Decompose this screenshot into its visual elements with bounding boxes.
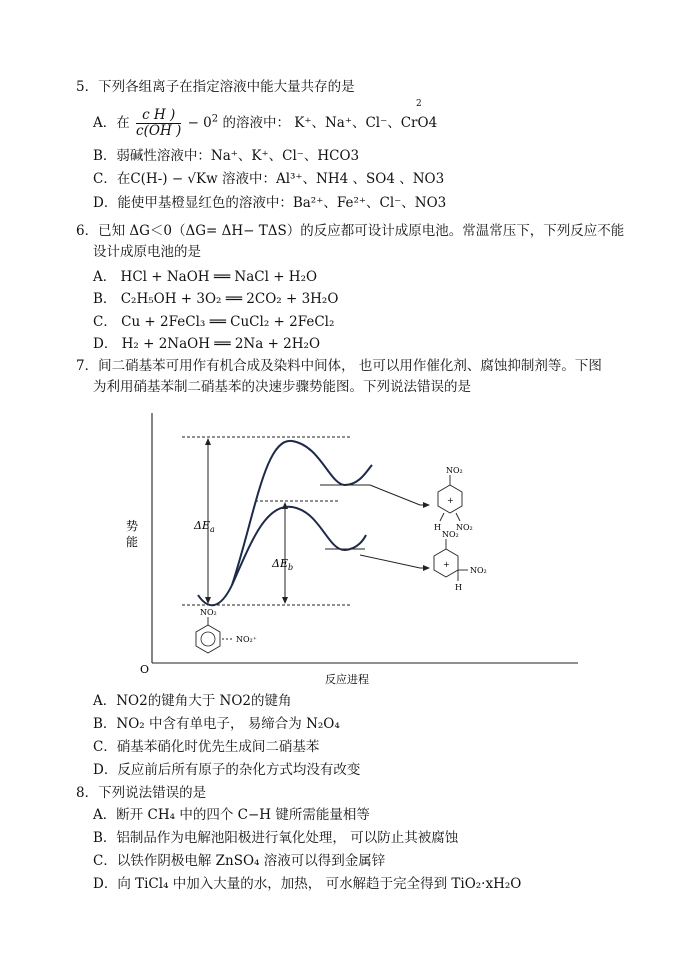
svg-text:+: + bbox=[443, 560, 450, 569]
q6-option-c: C． Cu + 2FeCl₃ ══ CuCl₂ + 2FeCl₂ bbox=[93, 314, 335, 330]
q7-option-d: D．反应前后所有原子的杂化方式均没有改变 bbox=[93, 762, 361, 778]
svg-text:H: H bbox=[455, 583, 462, 592]
energy-diagram bbox=[120, 405, 590, 694]
svg-text:NO₂: NO₂ bbox=[470, 566, 487, 575]
q5-option-d: D．能使甲基橙显红色的溶液中：Ba²⁺、Fe²⁺、Cl⁻、NO3 bbox=[93, 195, 447, 211]
q5-option-b: B．弱碱性溶液中：Na⁺、K⁺、Cl⁻、HCO3 bbox=[93, 148, 360, 164]
q8-option-d: D．向 TiCl₄ 中加入大量的水，加热， 可水解趋于完全得到 TiO₂·xH₂O bbox=[93, 876, 522, 892]
para-intermediate-structure bbox=[434, 466, 473, 532]
origin-label: O bbox=[140, 663, 150, 676]
upper-pointer bbox=[370, 485, 420, 505]
q8-option-c: C．以铁作阴极电解 ZnSO₄ 溶液可以得到金属锌 bbox=[93, 853, 386, 869]
q7-stem-line2: 为利用硝基苯制二硝基苯的决速步骤势能图。下列说法错误的是 bbox=[93, 379, 471, 395]
delta-ea-label: $\Delta E_a$ bbox=[194, 519, 215, 534]
svg-text:NO₂: NO₂ bbox=[446, 466, 463, 475]
svg-text:NO₂: NO₂ bbox=[442, 530, 459, 539]
q5-option-a bbox=[93, 108, 437, 144]
delta-eb-label: $\Delta E_b$ bbox=[272, 557, 294, 572]
x-axis-label: 反应进程 bbox=[325, 673, 369, 686]
q5-a-suffix: 的溶液中： K⁺、Na⁺、Cl⁻、CrO4 bbox=[222, 115, 438, 131]
q5-a-exp: 2 bbox=[211, 113, 219, 125]
q6-option-a: A． HCl + NaOH ══ NaCl + H₂O bbox=[93, 269, 318, 285]
energy-diagram-svg bbox=[120, 405, 590, 690]
q6-stem-line1: 6．已知 ΔG＜0（ΔG= ΔH− TΔS）的反应都可设计成原电池。常温常压下，下列反应不能 bbox=[76, 223, 625, 239]
q6-option-b: B． C₂H₅OH + 3O₂ ══ 2CO₂ + 3H₂O bbox=[93, 291, 339, 307]
q7-option-c: C．硝基苯硝化时优先生成间二硝基苯 bbox=[93, 739, 320, 755]
q7-stem-line1: 7．间二硝基苯可用作有机合成及染料中间体， 也可以用作催化剂、腐蚀抑制剂等。下图 bbox=[76, 358, 602, 374]
svg-text:NO₂: NO₂ bbox=[200, 608, 217, 617]
svg-text:H: H bbox=[434, 523, 441, 532]
q7-option-b: B．NO₂ 中含有单电子， 易缔合为 N₂O₄ bbox=[93, 716, 340, 732]
q5-a-prefix: A．在 bbox=[93, 115, 130, 131]
q5-a-charge: 2 bbox=[416, 99, 422, 109]
q6-option-d: D． H₂ + 2NaOH ══ 2Na + 2H₂O bbox=[93, 336, 321, 352]
svg-text:+: + bbox=[447, 496, 454, 505]
q6-stem-line2: 设计成原电池的是 bbox=[93, 244, 201, 260]
q5-option-c: C．在C(H-) − √Kw 溶液中：Al³⁺、NH4 、SO4 、NO3 bbox=[93, 171, 445, 187]
q5-a-mid: − 0 bbox=[187, 115, 212, 131]
q5-a-fraction bbox=[136, 108, 181, 139]
y-axis-label-1: 势 bbox=[126, 519, 139, 533]
meta-intermediate-structure bbox=[434, 530, 487, 592]
lower-energy-curve bbox=[232, 507, 366, 585]
y-axis-label-2: 能 bbox=[126, 535, 139, 549]
q8-option-a: A．断开 CH₄ 中的四个 C−H 键所需能量相等 bbox=[93, 807, 370, 823]
q5-a-denominator: c(OH ) bbox=[136, 123, 182, 139]
reactant-structure bbox=[196, 608, 257, 653]
lower-pointer bbox=[360, 555, 420, 568]
q7-option-a: A．NO2的键角大于 NO2的键角 bbox=[93, 693, 292, 709]
svg-text:NO₂: NO₂ bbox=[456, 523, 473, 532]
q8-stem: 8．下列说法错误的是 bbox=[76, 785, 207, 801]
q5-a-numerator: c H ) bbox=[142, 107, 176, 123]
q8-option-b: B．铝制品作为电解池阳极进行氧化处理， 可以防止其被腐蚀 bbox=[93, 830, 459, 846]
svg-text:NO₂⁺: NO₂⁺ bbox=[236, 635, 257, 644]
q5-stem: 5．下列各组离子在指定溶液中能大量共存的是 bbox=[76, 79, 355, 95]
